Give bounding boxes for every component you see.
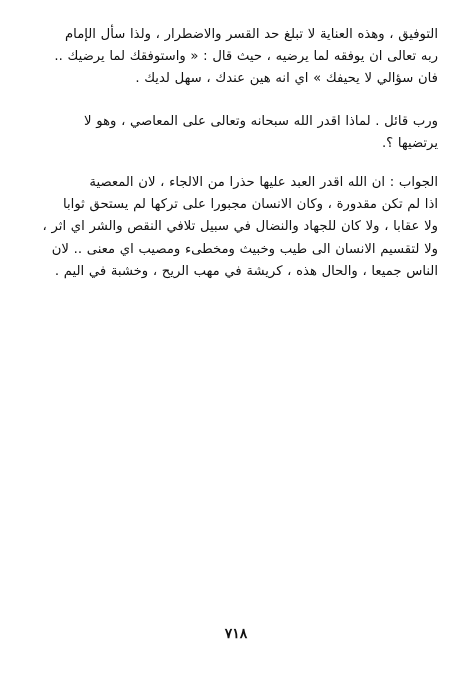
- text-line: ولا عقابا ، ولا كان للجهاد والنضال في سبيل تلافي النقص والشر اي اثر ،: [42, 219, 438, 235]
- paragraph-2: [34, 111, 438, 155]
- text-line: ولا لتقسيم الانسان الى طيب وخبيث ومخطىء ومصيب اي معنى .. لان: [51, 241, 438, 257]
- text-line: ربه تعالى ان يوفقه لما يرضيه ، حيث قال : « واستوفقك لما يرضيك ..: [54, 49, 438, 65]
- page-number: ٧١٨: [224, 626, 248, 642]
- text-line: فان سؤالي لا يحيفك » اي انه هين عندك ، سهل لديك .: [135, 71, 438, 87]
- text-line: التوفيق ، وهذه العناية لا تبلغ حد القسر والاضطرار ، ولذا سأل الإمام: [65, 27, 438, 42]
- text-line: اذا لم تكن مقدورة ، وكان الانسان مجبورا على تركها لم يستحق ثوابا: [62, 197, 438, 213]
- text-line: ورب قائل . لماذا اقدر الله سبحانه وتعالى على المعاصي ، وهو لا: [84, 114, 438, 129]
- paragraph-3: [34, 172, 438, 283]
- paragraph-1: [34, 24, 438, 91]
- text-line: يرتضيها ؟.: [381, 136, 438, 152]
- text-line: الجواب : ان الله اقدر العبد عليها حذرا من الالجاء ، لان المعصية: [89, 175, 438, 190]
- text-line: الناس جميعا ، والحال هذه ، كريشة في مهب الريح ، وخشبة في اليم .: [54, 263, 438, 279]
